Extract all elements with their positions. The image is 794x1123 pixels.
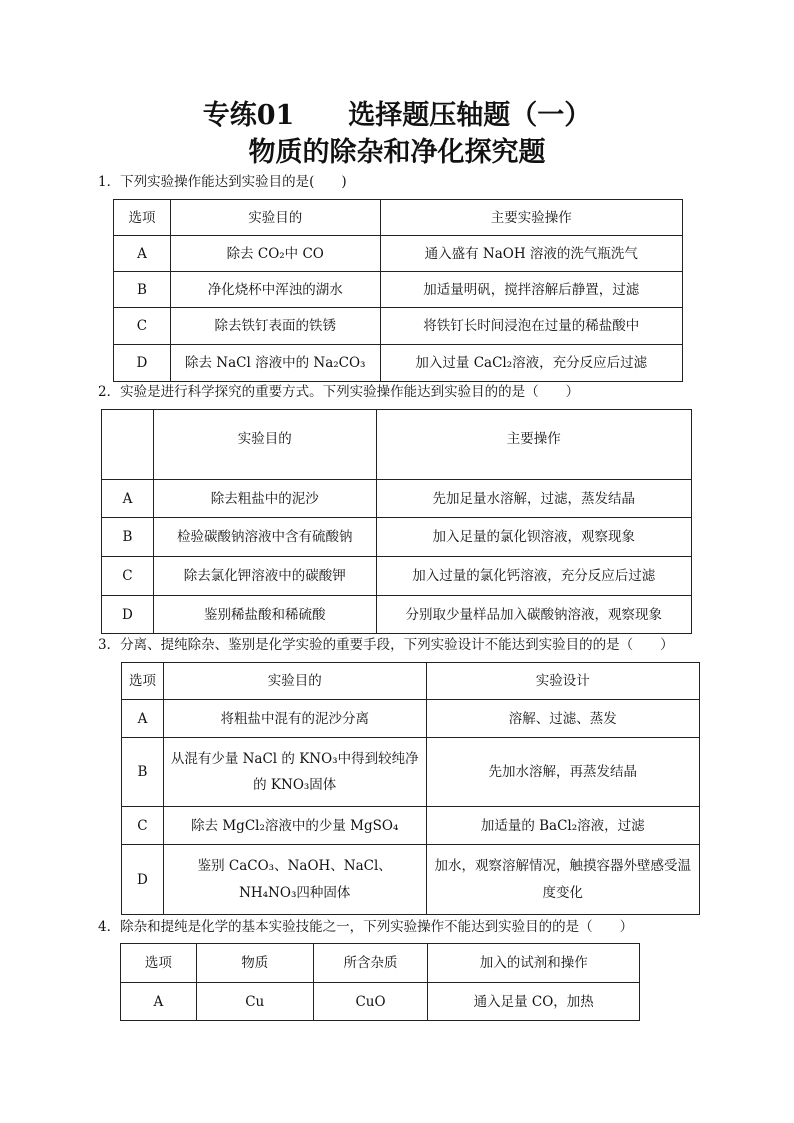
- table-row: [121, 983, 640, 1021]
- header-cell: 实验目的: [153, 410, 376, 480]
- title-line-2: 物质的除杂和净化探究题: [248, 137, 546, 168]
- purpose-cell: 除去 NaCl 溶液中的 Na₂CO₃: [170, 345, 380, 382]
- design-cell: 加水，观察溶解情况，触摸容器外壁感受温度变化: [426, 845, 700, 915]
- question-3-stem: 3．分离、提纯除杂、鉴别是化学实验的重要手段，下列实验设计不能达到实验目的的是（ ）: [98, 637, 674, 653]
- header-cell: 实验目的: [170, 200, 380, 236]
- option-cell: B: [102, 518, 154, 557]
- header-cell: [102, 410, 154, 480]
- purpose-cell: 从混有少量 NaCl 的 KNO₃中得到较纯净的 KNO₃固体: [163, 738, 426, 807]
- operation-cell: 分别取少量样品加入碳酸钠溶液，观察现象: [376, 596, 691, 634]
- design-cell: 加适量的 BaCl₂溶液，过滤: [426, 807, 700, 845]
- option-cell: A: [122, 700, 164, 738]
- question-4-table: [120, 943, 640, 1021]
- purpose-cell: 除去 MgCl₂溶液中的少量 MgSO₄: [163, 807, 426, 845]
- header-cell: 选项: [114, 200, 171, 236]
- option-cell: D: [102, 596, 154, 634]
- operation-cell: 先加足量水溶解，过滤，蒸发结晶: [376, 480, 691, 518]
- question-1-table: [113, 199, 683, 382]
- purpose-cell: 除去铁钉表面的铁锈: [170, 308, 380, 345]
- design-cell: 溶解、过滤、蒸发: [426, 700, 700, 738]
- table-header-row: [102, 410, 692, 480]
- option-cell: A: [114, 236, 171, 272]
- purpose-cell: 除去 CO₂中 CO: [170, 236, 380, 272]
- header-cell: 选项: [121, 944, 197, 983]
- table-row: [114, 345, 683, 382]
- table-header-row: [122, 663, 700, 700]
- design-cell: 先加水溶解，再蒸发结晶: [426, 738, 700, 807]
- header-cell: 选项: [122, 663, 164, 700]
- question-2-stem: 2．实验是进行科学探究的重要方式。下列实验操作能达到实验目的的是（ ）: [98, 384, 580, 400]
- operation-cell: 通入盛有 NaOH 溶液的洗气瓶洗气: [380, 236, 682, 272]
- operation-cell: 通入足量 CO，加热: [428, 983, 640, 1021]
- header-cell: 所含杂质: [313, 944, 428, 983]
- option-cell: C: [122, 807, 164, 845]
- option-cell: A: [121, 983, 197, 1021]
- table-header-row: [114, 200, 683, 236]
- impurity-cell: CuO: [313, 983, 428, 1021]
- purpose-cell: 除去粗盐中的泥沙: [153, 480, 376, 518]
- purpose-cell: 鉴别 CaCO₃、NaOH、NaCl、NH₄NO₃四种固体: [163, 845, 426, 915]
- purpose-cell: 将粗盐中混有的泥沙分离: [163, 700, 426, 738]
- table-row: [114, 308, 683, 345]
- operation-cell: 加入过量 CaCl₂溶液，充分反应后过滤: [380, 345, 682, 382]
- table-row: [122, 738, 700, 807]
- header-cell: 物质: [196, 944, 313, 983]
- table-row: [122, 845, 700, 915]
- table-row: [102, 596, 692, 634]
- operation-cell: 加入足量的氯化钡溶液，观察现象: [376, 518, 691, 557]
- table-row: [122, 700, 700, 738]
- title-line-1: 专练01 选择题压轴题（一）: [202, 100, 592, 131]
- purpose-cell: 净化烧杯中浑浊的湖水: [170, 272, 380, 308]
- purpose-cell: 除去氯化钾溶液中的碳酸钾: [153, 557, 376, 596]
- question-4-stem: 4．除杂和提纯是化学的基本实验技能之一，下列实验操作不能达到实验目的的是（ ）: [98, 919, 634, 935]
- header-cell: 主要操作: [376, 410, 691, 480]
- header-cell: 加入的试剂和操作: [428, 944, 640, 983]
- purpose-cell: 检验碳酸钠溶液中含有硫酸钠: [153, 518, 376, 557]
- header-cell: 主要实验操作: [380, 200, 682, 236]
- option-cell: B: [114, 272, 171, 308]
- question-1-stem: 1．下列实验操作能达到实验目的是( ): [98, 174, 347, 190]
- option-cell: C: [114, 308, 171, 345]
- operation-cell: 加入过量的氯化钙溶液，充分反应后过滤: [376, 557, 691, 596]
- substance-cell: Cu: [196, 983, 313, 1021]
- table-row: [102, 557, 692, 596]
- option-cell: B: [122, 738, 164, 807]
- header-cell: 实验目的: [163, 663, 426, 700]
- option-cell: C: [102, 557, 154, 596]
- question-3-table: [121, 662, 700, 915]
- header-cell: 实验设计: [426, 663, 700, 700]
- operation-cell: 将铁钉长时间浸泡在过量的稀盐酸中: [380, 308, 682, 345]
- table-row: [122, 807, 700, 845]
- operation-cell: 加适量明矾，搅拌溶解后静置，过滤: [380, 272, 682, 308]
- option-cell: D: [122, 845, 164, 915]
- table-row: [102, 518, 692, 557]
- table-row: [102, 480, 692, 518]
- option-cell: D: [114, 345, 171, 382]
- table-header-row: [121, 944, 640, 983]
- question-2-table: [101, 409, 692, 634]
- purpose-cell: 鉴别稀盐酸和稀硫酸: [153, 596, 376, 634]
- option-cell: A: [102, 480, 154, 518]
- table-row: [114, 236, 683, 272]
- table-row: [114, 272, 683, 308]
